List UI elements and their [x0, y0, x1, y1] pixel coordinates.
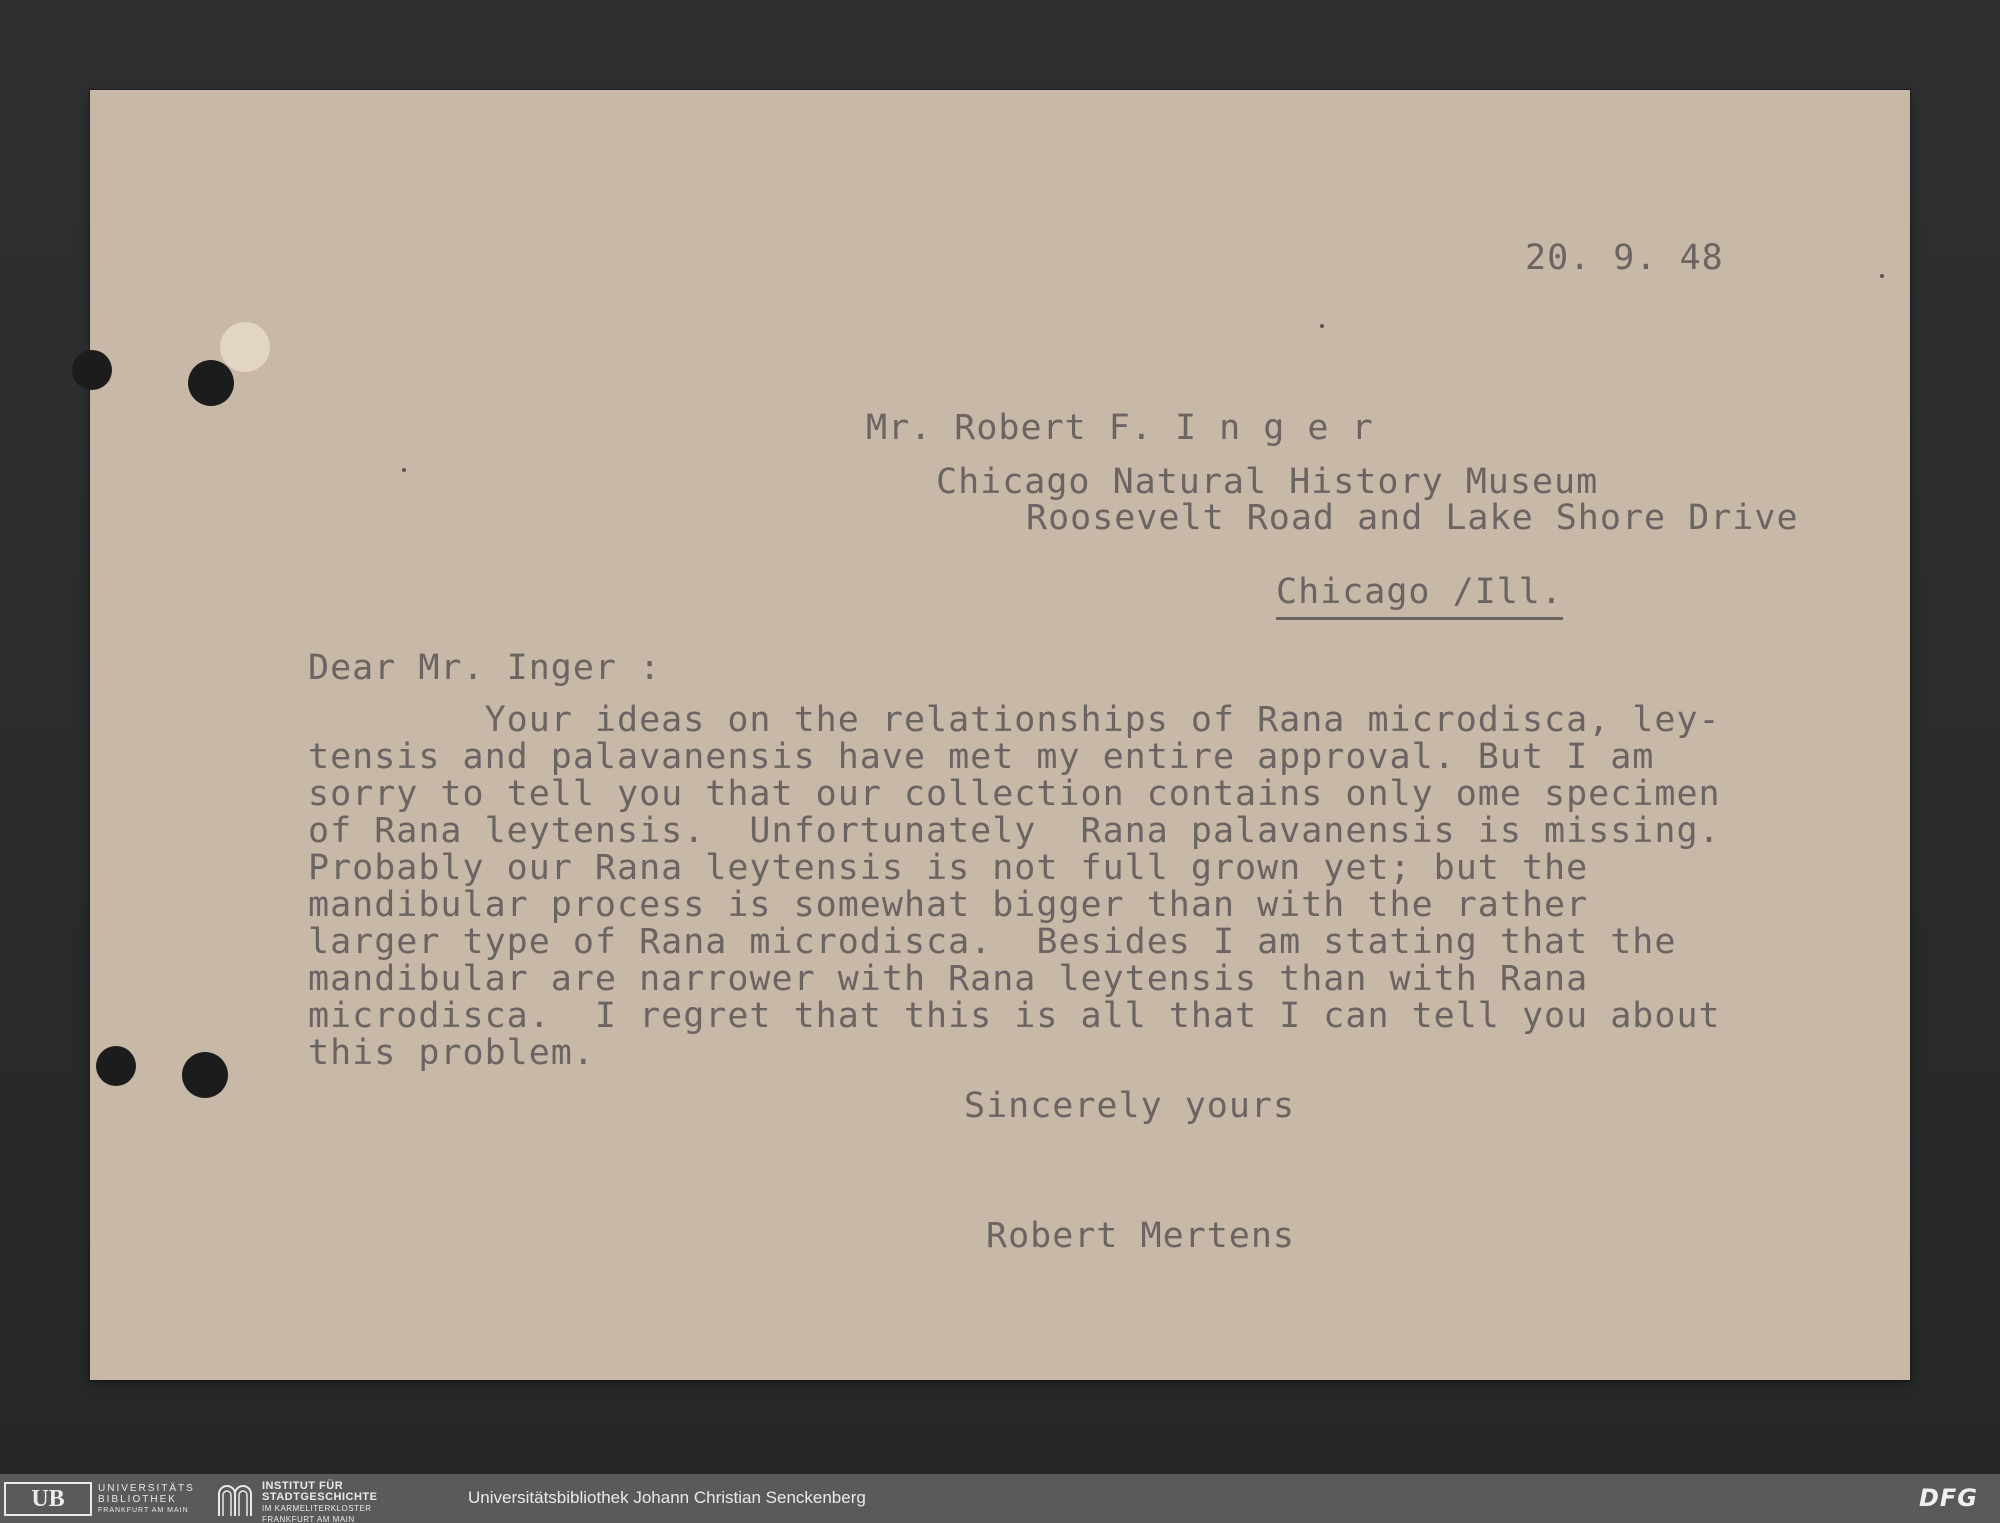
closing: Sincerely yours — [964, 1086, 1296, 1126]
recipient-organization: Chicago Natural History Museum — [936, 462, 1599, 502]
isg-logo-line: INSTITUT FÜR — [262, 1480, 344, 1492]
paper-repair-patch — [220, 322, 270, 372]
letter-body: Your ideas on the relationships of Rana microdisca, ley- tensis and palavanensis have met my entire approval. But I am sorry to tell you that our collection contains only ome specimen of Rana leytensis. Unfortunately Rana palavanensis is missing. Probably our Rana leytensis is not full grown yet; but the mandibular process is somewhat bigger than with the rather larger type of Rana microdisca. Besides I am stating that the mandibular are narrower with Rana leytensis than with Rana microdisca. I regret that this is all that I can tell you about this problem. — [308, 700, 1721, 1073]
punch-hole-bottom-edge — [96, 1046, 136, 1086]
ub-logo-line: UNIVERSITÄTS — [98, 1483, 195, 1494]
letter-date: 20. 9. 48 — [1525, 238, 1724, 278]
arches-icon — [216, 1480, 254, 1518]
isg-logo[interactable] — [216, 1480, 416, 1523]
isg-logo-line: FRANKFURT AM MAIN — [262, 1515, 355, 1523]
ub-logo-line: FRANKFURT AM MAIN — [98, 1507, 189, 1514]
punch-hole-bottom — [182, 1052, 228, 1098]
punch-hole-top — [188, 360, 234, 406]
footer-library-name: Universitätsbibliothek Johann Christian Senckenberg — [468, 1488, 866, 1507]
recipient-street: Roosevelt Road and Lake Shore Drive — [1026, 498, 1799, 538]
ub-logo-line: BIBLIOTHEK — [98, 1494, 177, 1505]
signature: Robert Mertens — [986, 1216, 1296, 1256]
footer-bar — [0, 1474, 2000, 1523]
letter-sheet — [90, 90, 1910, 1380]
isg-logo-line: STADTGESCHICHTE — [262, 1491, 378, 1503]
ub-logo-mark: UB — [4, 1482, 92, 1516]
ub-logo-text — [98, 1483, 195, 1516]
salutation: Dear Mr. Inger : — [308, 648, 662, 688]
dfg-logo[interactable]: DFG — [1918, 1484, 1978, 1512]
punch-hole-top-edge — [72, 350, 112, 390]
isg-logo-line: IM KARMELITERKLOSTER — [262, 1504, 372, 1513]
paper-speck — [402, 468, 406, 472]
paper-speck — [1880, 274, 1884, 278]
paper-speck — [1320, 324, 1324, 328]
ub-logo[interactable] — [4, 1482, 200, 1516]
isg-logo-text — [262, 1481, 377, 1523]
recipient-city: Chicago /Ill. — [1276, 574, 1563, 620]
recipient-name: Mr. Robert F. I n g e r — [866, 408, 1374, 448]
